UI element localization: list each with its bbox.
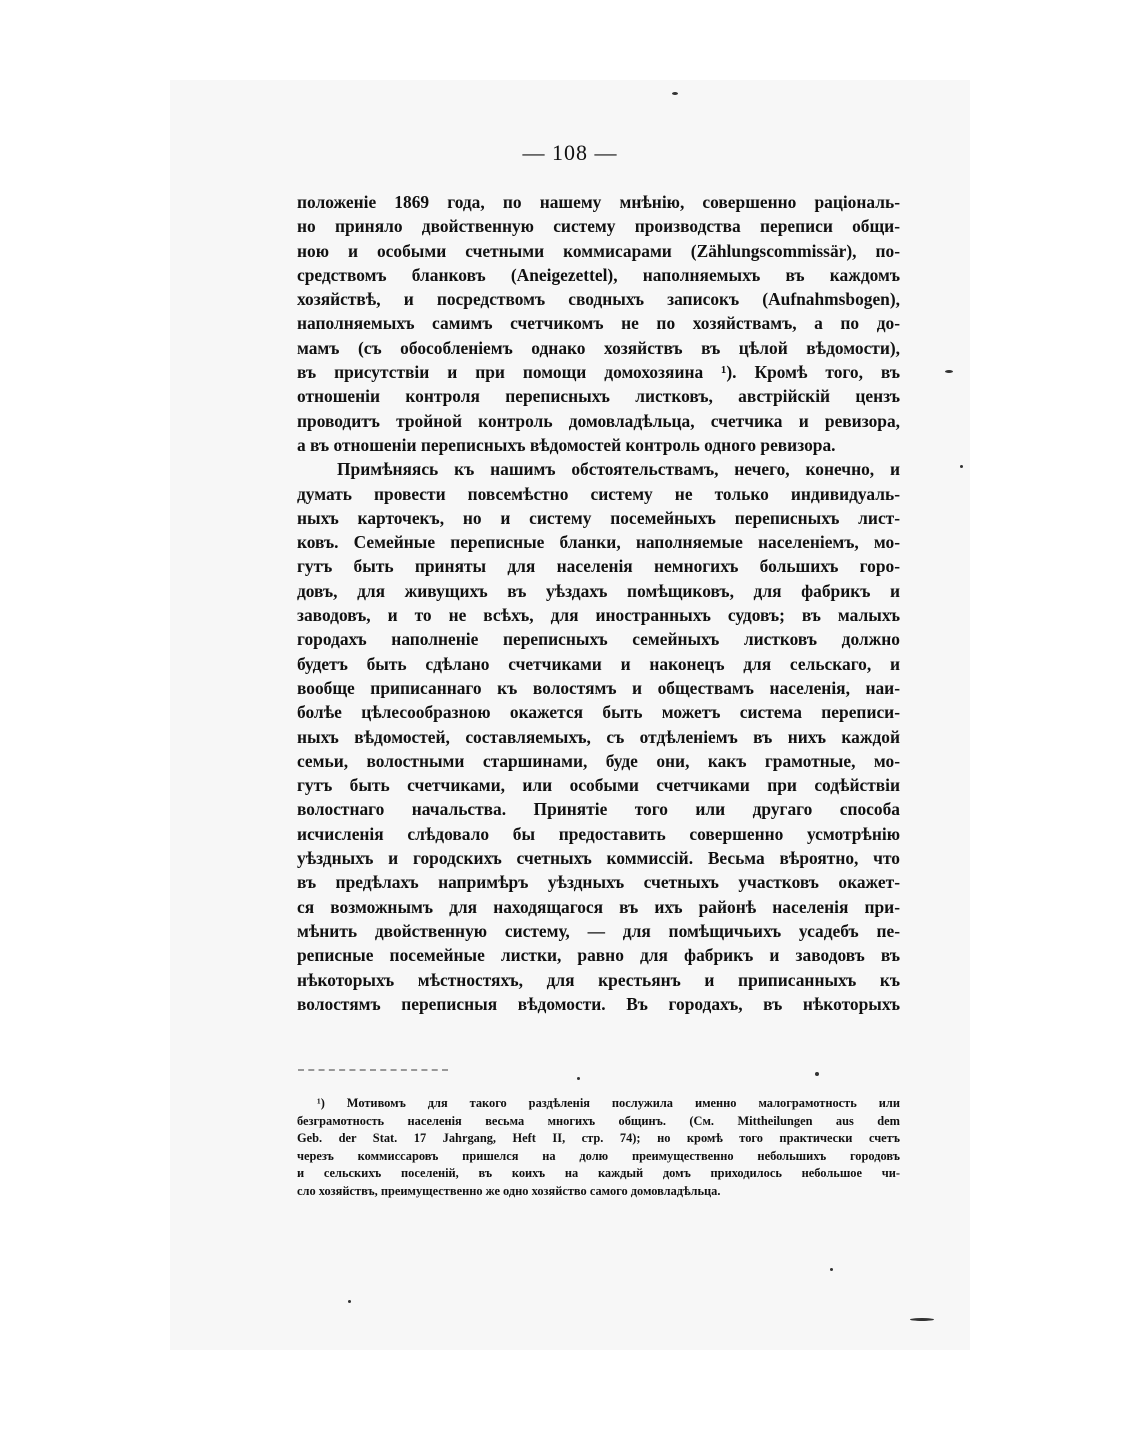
text-line: проводитъ тройной контроль домовладѣльца, счетчика и ревизора, (297, 410, 900, 431)
text-line: ныхъ карточекъ, но и систему посемейныхъ переписныхъ лист- (297, 507, 900, 528)
text-line: думать провести повсемѣстно систему не только индивидуаль- (297, 483, 900, 504)
text-line: ною и особыми счетными коммисарами (Zählungscommissär), по- (297, 240, 900, 261)
text-line: въ предѣлахъ напримѣръ уѣздныхъ счетныхъ участковъ окажет- (297, 872, 900, 893)
text-line: положеніе 1869 года, по нашему мнѣнію, совершенно раціональ- (297, 192, 900, 212)
text-line: но приняло двойственную систему производства переписи общи- (297, 216, 900, 237)
main-text-body (297, 190, 900, 1016)
text-line: довъ, для живущихъ въ уѣздахъ помѣщиковъ, для фабрикъ и (297, 580, 900, 601)
scan-speck (910, 1318, 934, 1321)
text-line: нѣкоторыхъ мѣстностяхъ, для крестьянъ и приписанныхъ къ (297, 969, 900, 990)
scan-speck (577, 1077, 580, 1080)
footnote-line: ¹) Мотивомъ для такого раздѣленія послужила именно малограмотность или (317, 1096, 900, 1110)
scan-speck (815, 1072, 819, 1076)
text-line: семьи, волостными старшинами, буде они, какъ грамотные, мо- (297, 750, 900, 771)
text-line: средствомъ бланковъ (Aneigezettel), наполняемыхъ въ каждомъ (297, 264, 900, 285)
footnote-line: черезъ коммиссаровъ пришелся на долю преимущественно небольшихъ городовъ (297, 1148, 900, 1163)
text-line: ныхъ вѣдомостей, составляемыхъ, съ отдѣленіемъ въ нихъ каждой (297, 726, 900, 747)
text-line: отношеніи контроля переписныхъ листковъ, австрійскій цензъ (297, 386, 900, 407)
text-line: уѣздныхъ и городскихъ счетныхъ коммиссій. Весьма вѣроятно, что (297, 848, 900, 869)
scan-speck (348, 1300, 351, 1303)
text-line: ковъ. Семейные переписные бланки, наполняемые населеніемъ, мо- (297, 532, 900, 553)
text-line: Примѣняясь къ нашимъ обстоятельствамъ, нечего, конечно, и (337, 459, 900, 480)
scan-speck (830, 1268, 833, 1271)
footnote-line: сло хозяйствъ, преимущественно же одно хозяйство самого домовладѣльца. (297, 1183, 721, 1198)
text-line: гутъ быть счетчиками, или особыми счетчиками при содѣйствіи (297, 775, 900, 796)
scan-speck (960, 465, 963, 468)
separator-rule (298, 1069, 448, 1074)
text-line: мѣнить двойственную систему, — для помѣщичьихъ усадебъ пе- (297, 920, 900, 941)
text-line: мамъ (съ обособленіемъ однако хозяйствъ въ цѣлой вѣдомости), (297, 337, 900, 358)
text-line: вообще приписаннаго къ волостямъ и обществамъ населенія, наи- (297, 677, 900, 698)
text-line: ся возможнымъ для находящагося въ ихъ районѣ населенія при- (297, 896, 900, 917)
text-line: болѣе цѣлесообразною окажется быть можетъ система переписи- (297, 702, 900, 723)
text-line: заводовъ, и то не всѣхъ, для иностранныхъ судовъ; въ малыхъ (297, 605, 900, 626)
scan-speck (945, 370, 953, 373)
footnote-line: и сельскихъ поселеній, въ коихъ на каждый домъ приходилось небольшое чи- (297, 1166, 900, 1180)
footnote-line: безграмотность населенія весьма многихъ общинъ. (См. Mittheilungen aus dem (297, 1113, 900, 1128)
text-line: волостнаго начальства. Принятіе того или другаго способа (297, 799, 900, 820)
text-line: хозяйствѣ, и посредствомъ сводныхъ записокъ (Aufnahmsbogen), (297, 289, 900, 310)
scan-speck (672, 92, 678, 95)
text-line: исчисленія слѣдовало бы предоставить совершенно усмотрѣнію (297, 823, 900, 844)
text-line: въ присутствіи и при помощи домохозяина ¹). Кромѣ того, въ (297, 362, 900, 383)
footnote-line: Geb. der Stat. 17 Jahrgang, Heft II, стр. 74); но кромѣ того практически счетъ (297, 1131, 900, 1145)
text-line: наполняемыхъ самимъ счетчикомъ не по хозяйствамъ, а по до- (297, 313, 900, 334)
text-line: гутъ быть приняты для населенія немногихъ большихъ горо- (297, 556, 900, 577)
text-line: реписные посемейные листки, равно для фабрикъ и заводовъ въ (297, 945, 900, 966)
text-line: а въ отношеніи переписныхъ вѣдомостей контроль одного ревизора. (297, 434, 836, 455)
footnote-block (297, 1095, 900, 1200)
page-number: — 108 — (522, 140, 618, 165)
text-line: будетъ быть сдѣлано счетчиками и наконецъ для сельскаго, и (297, 653, 900, 674)
text-line: волостямъ переписныя вѣдомости. Въ городахъ, въ нѣкоторыхъ (297, 993, 900, 1014)
text-line: городахъ наполненіе переписныхъ семейныхъ листковъ должно (297, 629, 900, 650)
